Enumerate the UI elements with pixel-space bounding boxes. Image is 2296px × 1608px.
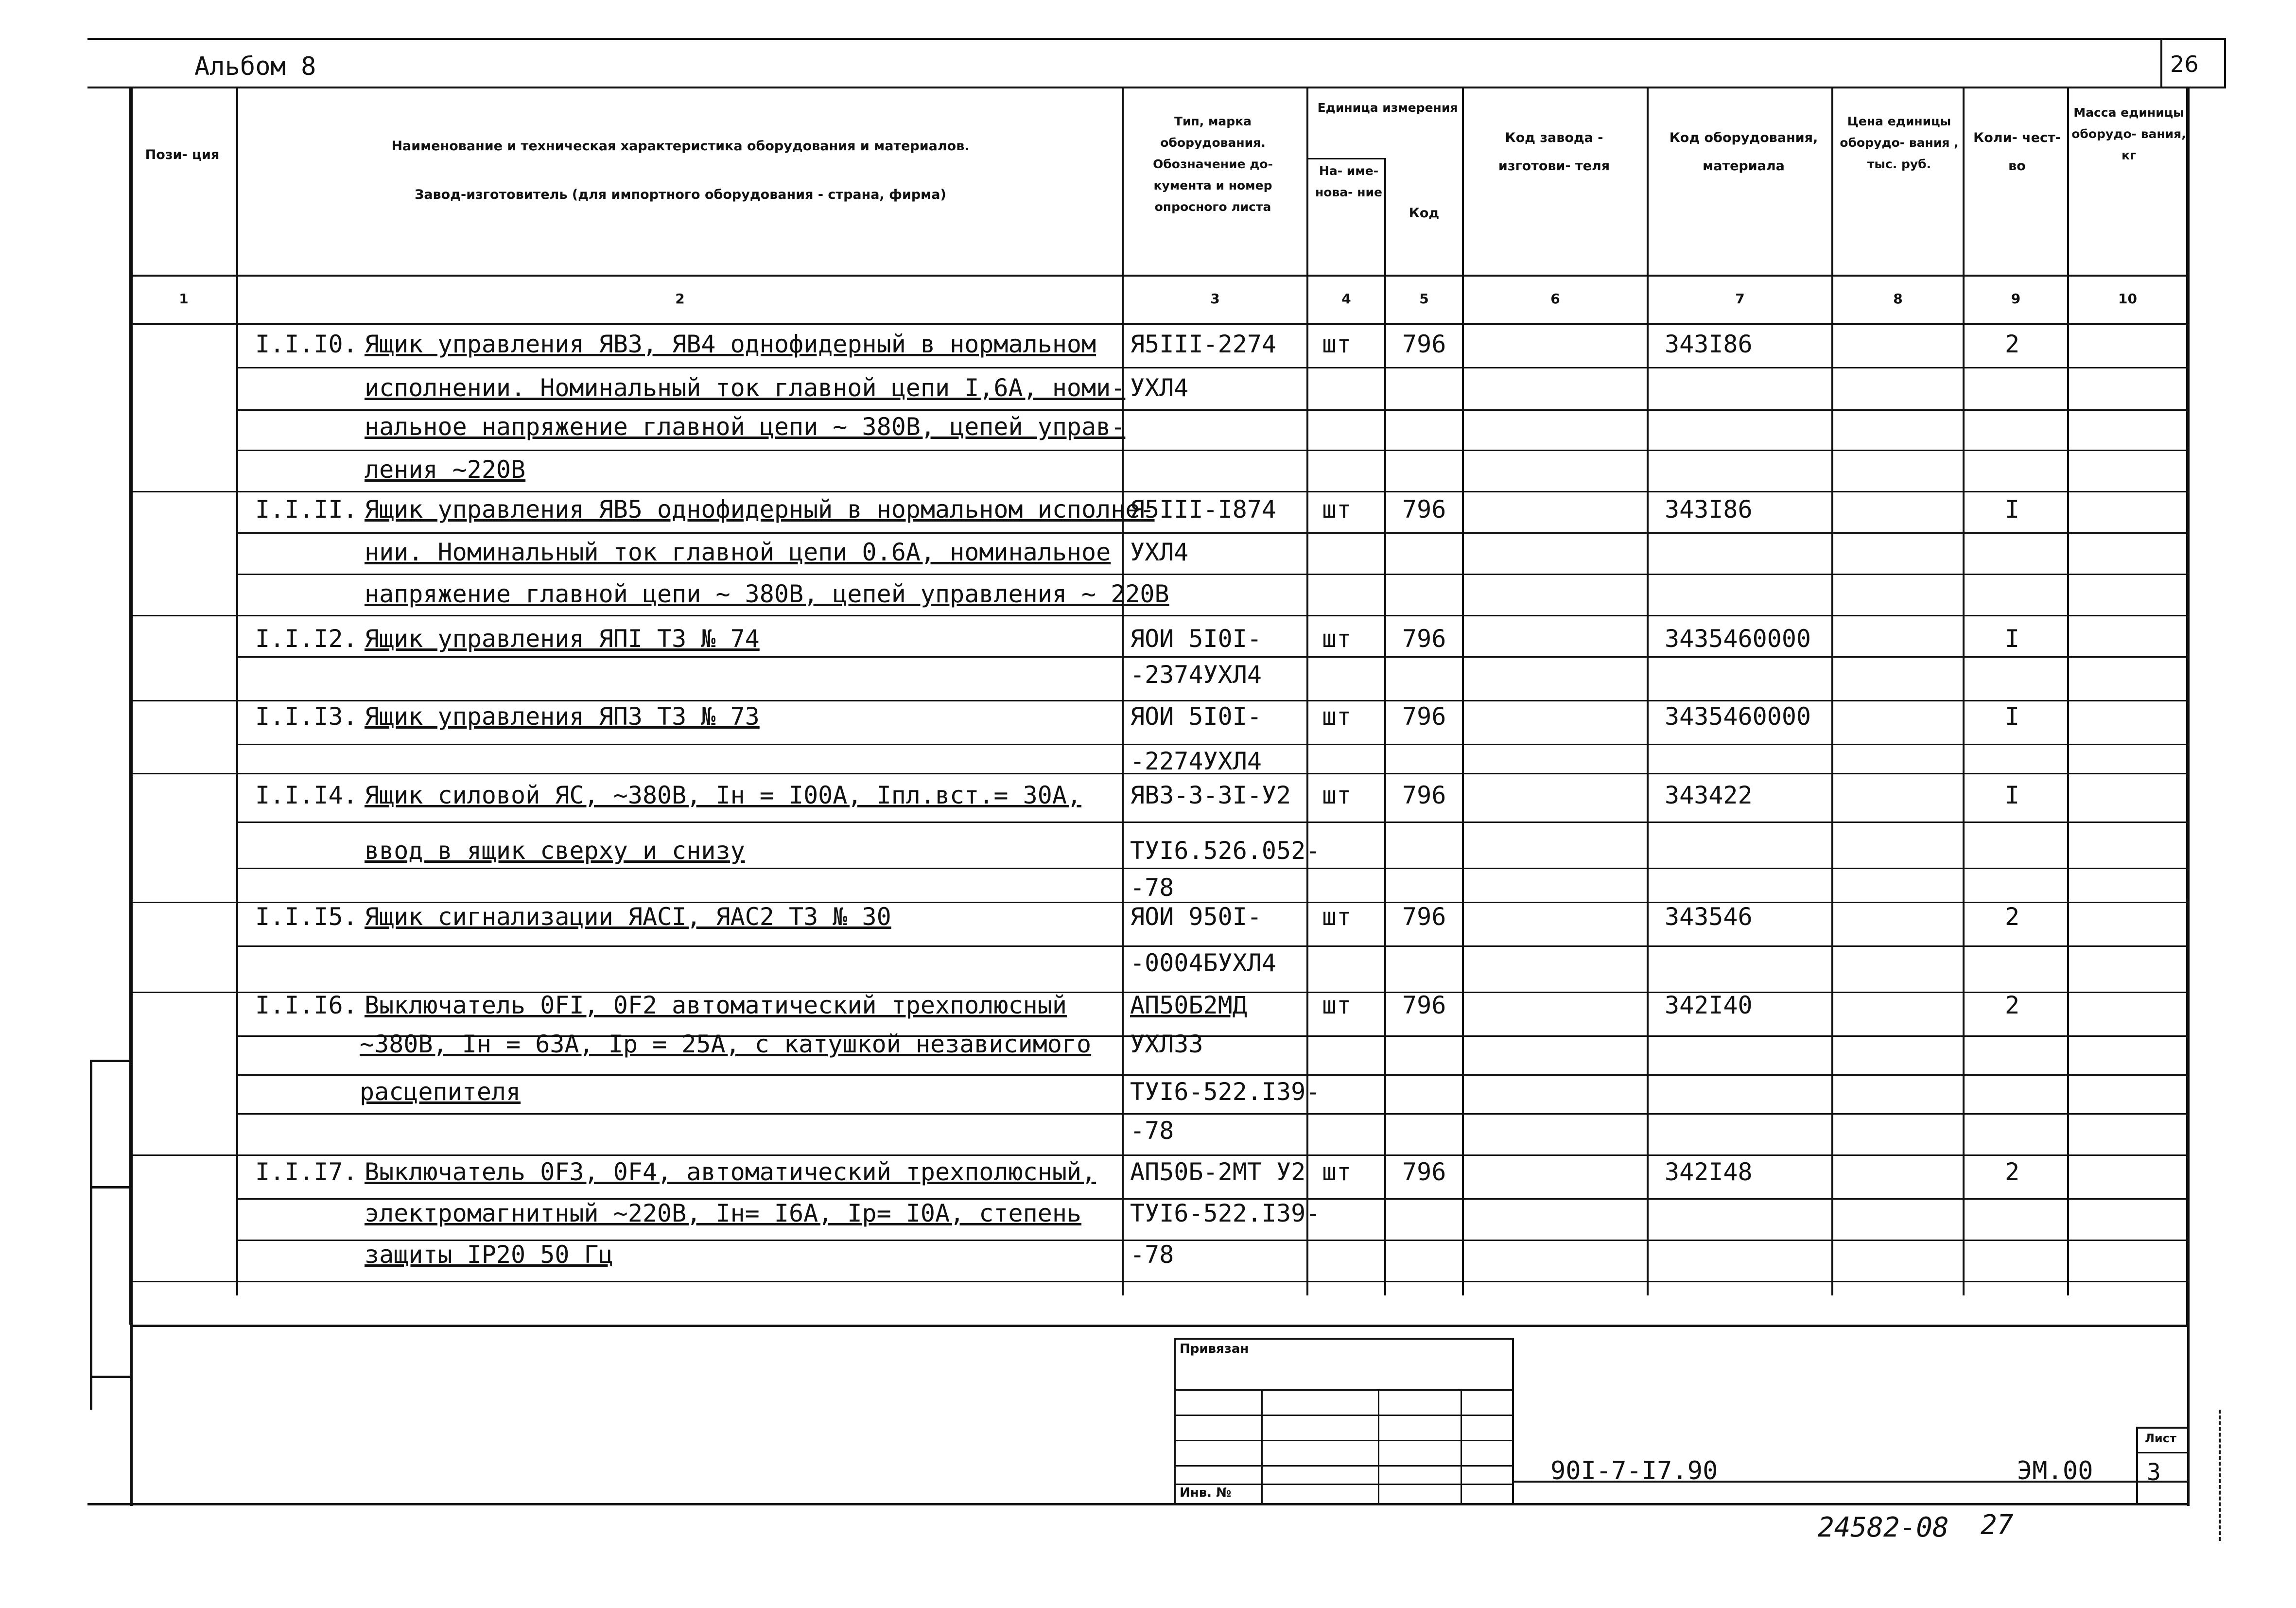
margin-mark (90, 1060, 131, 1062)
stamp-title: Привязан (1180, 1342, 1249, 1356)
row-equipment-code: 343546 (1665, 903, 1753, 931)
sheet-number: 26 (2170, 51, 2199, 77)
row-unit-code: 796 (1402, 903, 1446, 931)
margin-mark (90, 1376, 131, 1378)
row-type: АП50Б2МД (1130, 991, 1247, 1019)
row-unit-code: 796 (1402, 625, 1446, 653)
position-row-line (130, 902, 237, 903)
header-unit-group: Единица измерения (1317, 101, 1458, 115)
row-position: I.I.I4. (255, 781, 358, 809)
row-name-continued: расцепителя (360, 1078, 521, 1106)
numbers-bottom-line (130, 323, 2187, 325)
row-unit-code: 796 (1402, 495, 1446, 524)
row-equipment-code: 3435460000 (1665, 702, 1811, 731)
header-unit-code: Код (1409, 206, 1440, 221)
row-line (237, 367, 2187, 368)
row-position: I.I.I5. (255, 903, 358, 931)
row-position: I.I.I0. (255, 330, 358, 358)
row-quantity: 2 (2005, 903, 2020, 931)
row-type: ЯВЗ-3-3I-У2 (1130, 781, 1291, 809)
top-rule (87, 38, 2226, 40)
header-position: Пози- ция (145, 147, 220, 162)
row-name-continued: нии. Номинальный ток главной цепи 0.6А, номинальное (365, 538, 1111, 566)
sheet-box-right (2224, 38, 2226, 88)
row-position: I.I.II. (255, 495, 358, 524)
row-unit: шт (1322, 330, 1352, 358)
row-quantity: I (2005, 781, 2020, 809)
margin-mark (90, 1060, 92, 1410)
position-row-line (130, 1154, 237, 1156)
header-factory-code: Код завода - изготови- теля (1498, 130, 1610, 174)
header-name-line1: Наименование и техническая характеристика оборудования и материалов. (391, 139, 970, 154)
column-number: 8 (1893, 291, 1903, 307)
row-line (237, 1113, 2187, 1115)
column-number: 10 (2118, 291, 2137, 307)
row-unit: шт (1322, 625, 1352, 653)
header-name-line2: Завод-изготовитель (для импортного оборудования - страна, фирма) (415, 187, 946, 202)
position-row-line (130, 615, 237, 616)
row-type: ЯОИ 950I- (1130, 903, 1262, 931)
row-name: Выключатель 0FI, 0F2 автоматический трехполюсный (365, 991, 1067, 1019)
row-unit: шт (1322, 991, 1352, 1019)
row-type: -2374УХЛ4 (1130, 661, 1262, 689)
row-line (237, 532, 2187, 534)
row-type: УХЛ4 (1130, 538, 1189, 566)
row-type: ЯОИ 5I0I- (1130, 702, 1262, 731)
row-type: ТУI6-522.I39- (1130, 1078, 1321, 1106)
row-type: -2274УХЛ4 (1130, 747, 1262, 775)
header-type: Тип, марка оборудования. Обозначение до- кумента и номер опросного листа (1153, 114, 1273, 214)
row-unit: шт (1322, 702, 1352, 731)
column-line (1384, 158, 1386, 1295)
table-bottom-line (130, 1325, 2187, 1327)
column-number: 5 (1419, 291, 1429, 307)
row-line (237, 821, 2187, 823)
row-name-continued: ввод в ящик сверху и снизу (365, 837, 745, 865)
position-row-line (130, 1281, 237, 1282)
row-name-continued: исполнении. Номинальный ток главной цепи I,6А, номи- (365, 374, 1126, 402)
cut-line (2219, 1410, 2223, 1541)
column-number: 3 (1210, 291, 1220, 307)
row-name-continued: электромагнитный ~220В, Iн= I6А, Iр= I0А, степень (365, 1199, 1082, 1227)
row-type: ТУI6.526.052- (1130, 837, 1321, 865)
row-quantity: 2 (2005, 1158, 2020, 1186)
document-code: 90I-7-I7.90 (1550, 1456, 1718, 1486)
row-name: Ящик управления ЯП3 ТЗ № 73 (365, 702, 760, 731)
column-line (129, 87, 132, 1325)
row-type: -78 (1130, 1117, 1174, 1145)
bottom-frame (87, 1503, 2187, 1505)
sheet-cell (2136, 1427, 2190, 1504)
margin-mark (90, 1186, 131, 1189)
row-equipment-code: 343I86 (1665, 330, 1753, 358)
row-type: -78 (1130, 1241, 1174, 1269)
row-quantity: I (2005, 625, 2020, 653)
handwritten-page: 27 (1981, 1509, 2014, 1541)
row-position: I.I.I3. (255, 702, 358, 731)
row-quantity: 2 (2005, 991, 2020, 1019)
row-name-continued: ления ~220В (365, 455, 526, 484)
row-name: Ящик управления ЯВ3, ЯВ4 однофидерный в нормальном (365, 330, 1096, 358)
row-name: Ящик управления ЯВ5 однофидерный в нормальном исполне- (365, 495, 1155, 524)
row-name-continued: нальное напряжение главной цепи ~ 380В, цепей управ- (365, 413, 1126, 441)
document-mark: ЭМ.00 (2017, 1456, 2093, 1486)
row-name: Ящик сигнализации ЯАСI, ЯАС2 ТЗ № 30 (365, 903, 891, 931)
column-number: 2 (675, 291, 685, 307)
row-equipment-code: 343422 (1665, 781, 1753, 809)
row-name-continued: защиты IP20 50 Гц (365, 1241, 613, 1269)
row-equipment-code: 3435460000 (1665, 625, 1811, 653)
row-quantity: 2 (2005, 330, 2020, 358)
album-label: Альбом 8 (194, 52, 316, 81)
row-unit-code: 796 (1402, 1158, 1446, 1186)
row-unit-code: 796 (1402, 991, 1446, 1019)
sheet-label: Лист (2145, 1432, 2176, 1445)
header-mass: Масса единицы оборудо- вания, кг (2071, 105, 2186, 162)
row-name-continued: ~380В, Iн = 63А, Iр = 25А, с катушкой независимого (360, 1030, 1092, 1058)
column-number: 6 (1550, 291, 1560, 307)
column-number: 9 (2011, 291, 2021, 307)
row-unit-code: 796 (1402, 330, 1446, 358)
column-line (2186, 87, 2189, 1325)
row-unit: шт (1322, 903, 1352, 931)
row-type: ЯОИ 5I0I- (1130, 625, 1262, 653)
position-row-line (130, 491, 237, 492)
row-type: ТУI6-522.I39- (1130, 1199, 1321, 1227)
unit-header-split (1307, 158, 1385, 159)
column-number: 1 (179, 291, 189, 307)
row-line (237, 615, 2187, 616)
header-price: Цена единицы оборудо- вания , тыс. руб. (1840, 114, 1959, 171)
header-quantity: Коли- чест- во (1973, 130, 2061, 174)
position-row-line (130, 992, 237, 993)
row-type: -78 (1130, 874, 1174, 902)
column-number: 7 (1735, 291, 1745, 307)
row-unit: шт (1322, 781, 1352, 809)
sheet-box-left (2160, 38, 2162, 88)
row-type: АП50Б-2МТ У2 (1130, 1158, 1306, 1186)
position-row-line (130, 700, 237, 701)
binding-stamp (1174, 1338, 1514, 1503)
row-type: -0004БУХЛ4 (1130, 949, 1277, 977)
column-number: 4 (1341, 291, 1351, 307)
row-type: УХЛ4 (1130, 374, 1189, 402)
row-quantity: I (2005, 495, 2020, 524)
row-equipment-code: 342I40 (1665, 991, 1753, 1019)
row-type: Я5III-2274 (1130, 330, 1277, 358)
row-name: Ящик управления ЯПI ТЗ № 74 (365, 625, 760, 653)
header-unit-name: На- име- нова- ние (1315, 164, 1382, 199)
row-position: I.I.I6. (255, 991, 358, 1019)
row-equipment-code: 342I48 (1665, 1158, 1753, 1186)
row-unit: шт (1322, 495, 1352, 524)
row-name: Ящик силовой ЯС, ~380В, Iн = I00А, Iпл.вст.= 30А, (365, 781, 1082, 809)
position-row-line (130, 773, 237, 774)
sheet-value: 3 (2147, 1459, 2161, 1486)
row-line (237, 1281, 2187, 1282)
row-equipment-code: 343I86 (1665, 495, 1753, 524)
row-unit-code: 796 (1402, 781, 1446, 809)
row-type: УХЛ33 (1130, 1030, 1203, 1058)
row-position: I.I.I2. (255, 625, 358, 653)
row-position: I.I.I7. (255, 1158, 358, 1186)
row-type: Я5III-I874 (1130, 495, 1277, 524)
row-name: Выключатель 0F3, 0F4, автоматический трехполюсный, (365, 1158, 1096, 1186)
row-line (237, 574, 2187, 575)
row-unit: шт (1322, 1158, 1352, 1186)
header-rule (87, 87, 2226, 88)
row-quantity: I (2005, 702, 2020, 731)
row-name-continued: напряжение главной цепи ~ 380В, цепей управления ~ 220В (365, 580, 1169, 608)
header-equipment-code: Код оборудования, материала (1669, 130, 1818, 174)
stamp-inventory: Инв. № (1180, 1486, 1232, 1500)
row-unit-code: 796 (1402, 702, 1446, 731)
row-line (237, 450, 2187, 451)
handwritten-code: 24582-08 (1818, 1512, 1949, 1543)
